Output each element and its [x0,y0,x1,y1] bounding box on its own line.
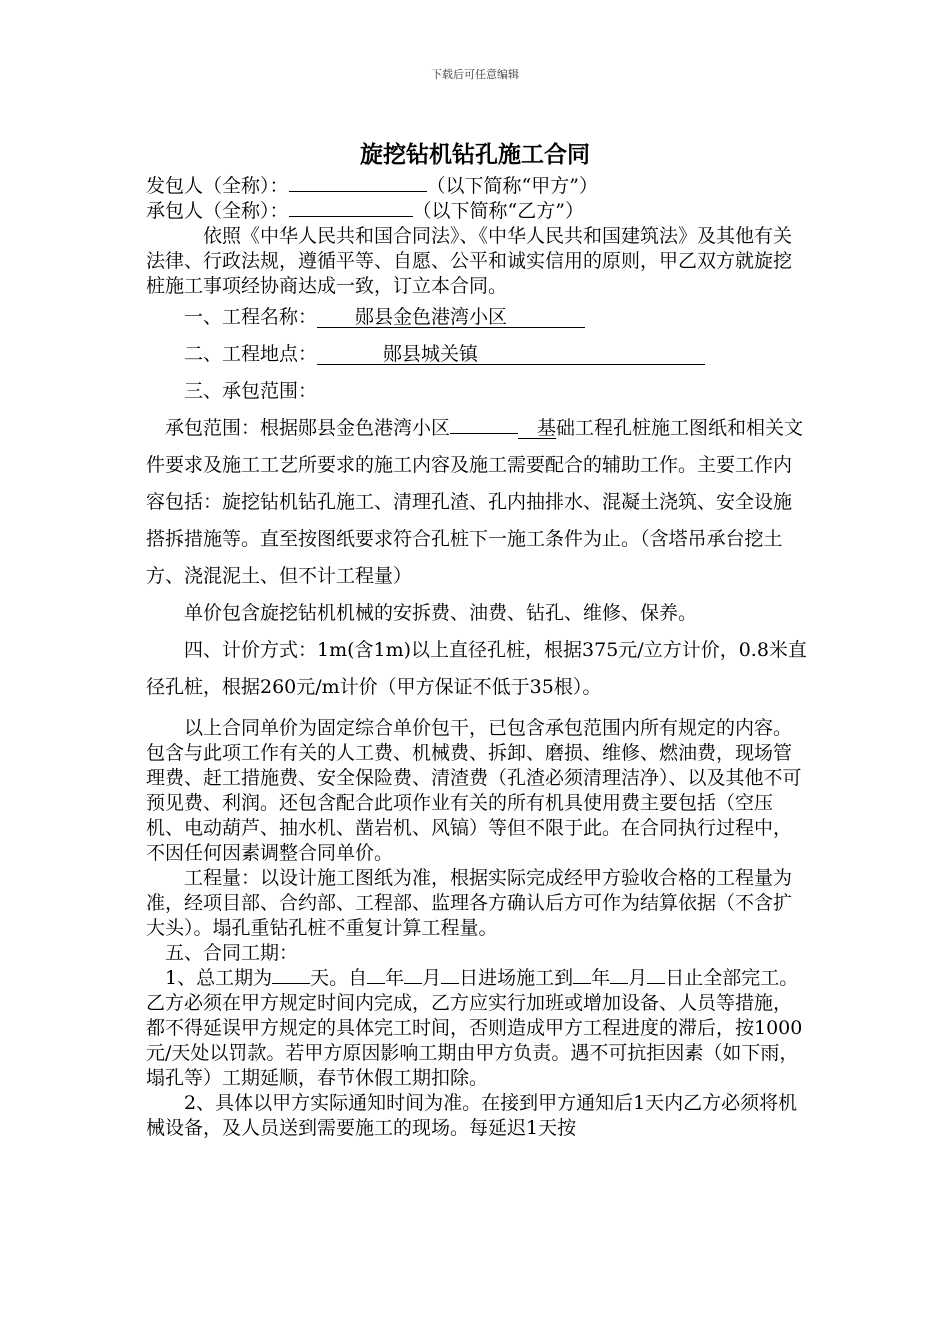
party-a-blank [289,190,427,192]
period-clause-2: 2、具体以甲方实际通知时间为准。在接到甲方通知后1天内乙方必须将机械设备，及人员送到需要施工的现场。每延迟1天按 [146,1092,798,1139]
unit-price-paragraph: 单价包含旋挖钻机机械的安拆费、油费、钻孔、维修、保养。 [184,602,698,624]
project-name-value: 郧县金色港湾小区 [317,307,585,328]
period-heading: 五、合同工期： [165,942,299,964]
party-b-label: 承包人（全称）： [146,200,289,222]
fixed-price-paragraph: 以上合同单价为固定综合单价包干，已包含承包范围内所有规定的内容。包含与此项工作有关的人工费、机械费、拆卸、磨损、维修、燃油费，现场管理费、赶工措施费、安全保险费、清渣费（孔渣必须清理洁净）、以及其他不可预见费、利润。还包含配合此项作业有关的所有机具使用费主要包括（空压机、电动葫芦、抽水机、凿岩机、风镐）等但不限于此。在合同执行过程中，不因任何因素调整合同单价。 [146,717,802,864]
period-clause-1: 1、总工期为 天。自 年 月 日进场施工到 年 月 日止全部完工。乙方必须在甲方规定时间内完成，乙方应实行加班或增加设备、人员等措施，都不得延误甲方规定的具体完工时间，否则造成甲方工程进度的滞后，按1000元/天处以罚款。若甲方原因影响工期由甲方负责。遇不可抗拒因素（如下雨，塌孔等）工期延顺，春节休假工期扣除。 [146,967,803,1089]
party-b-line [146,199,808,224]
quantity-paragraph: 工程量：以设计施工图纸为准，根据实际完成经甲方验收合格的工程量为准，经项目部、合约部、工程部、监理各方确认后方可作为结算依据（不含扩大头）。塌孔重钻孔桩不重复计算工程量。 [146,867,793,939]
party-a-label: 发包人（全称）： [146,175,289,197]
project-name-label: 一、工程名称： [184,306,318,328]
project-site-line [146,336,808,373]
project-name-line [146,299,808,336]
party-b-blank [289,215,413,217]
party-b-suffix: （以下简称“乙方”） [412,200,584,222]
preamble-paragraph: 依照《中华人民共和国合同法》、《中华人民共和国建筑法》及其他有关法律、行政法规，遵循平等、自愿、公平和诚实信用的原则，甲乙双方就旋挖桩施工事项经协商达成一致，订立本合同。 [146,225,793,297]
page-header-note: 下载后可任意编辑 [431,68,519,81]
project-site-value: 郧县城关镇 [317,344,705,365]
project-site-label: 二、工程地点： [184,343,318,365]
scope-blank [450,432,518,434]
scope-heading: 三、承包范围： [184,380,318,402]
party-a-line [146,174,808,199]
contract-body [146,174,808,1141]
pricing-paragraph: 四、计价方式：1m(含1m)以上直径孔桩，根据375元/立方计价，0.8米直径孔桩，根据260元/m计价（甲方保证不低于35根）。 [146,639,807,698]
party-a-suffix: （以下简称“甲方”） [426,175,598,197]
contract-title: 旋挖钻机钻孔施工合同 [360,141,590,168]
scope-paragraph: 承包范围：根据郧县金色港湾小区 基础工程孔桩施工图纸和相关文件要求及施工工艺所要求的施工内容及施工需要配合的辅助工作。主要工作内容包括：旋挖钻机钻孔施工、清理孔渣、孔内抽排水、混凝土浇筑、安全设施搭拆措施等。直至按图纸要求符合孔桩下一施工条件为止。（含塔吊承台挖土方、浇混泥土、但不计工程量） [146,417,804,587]
